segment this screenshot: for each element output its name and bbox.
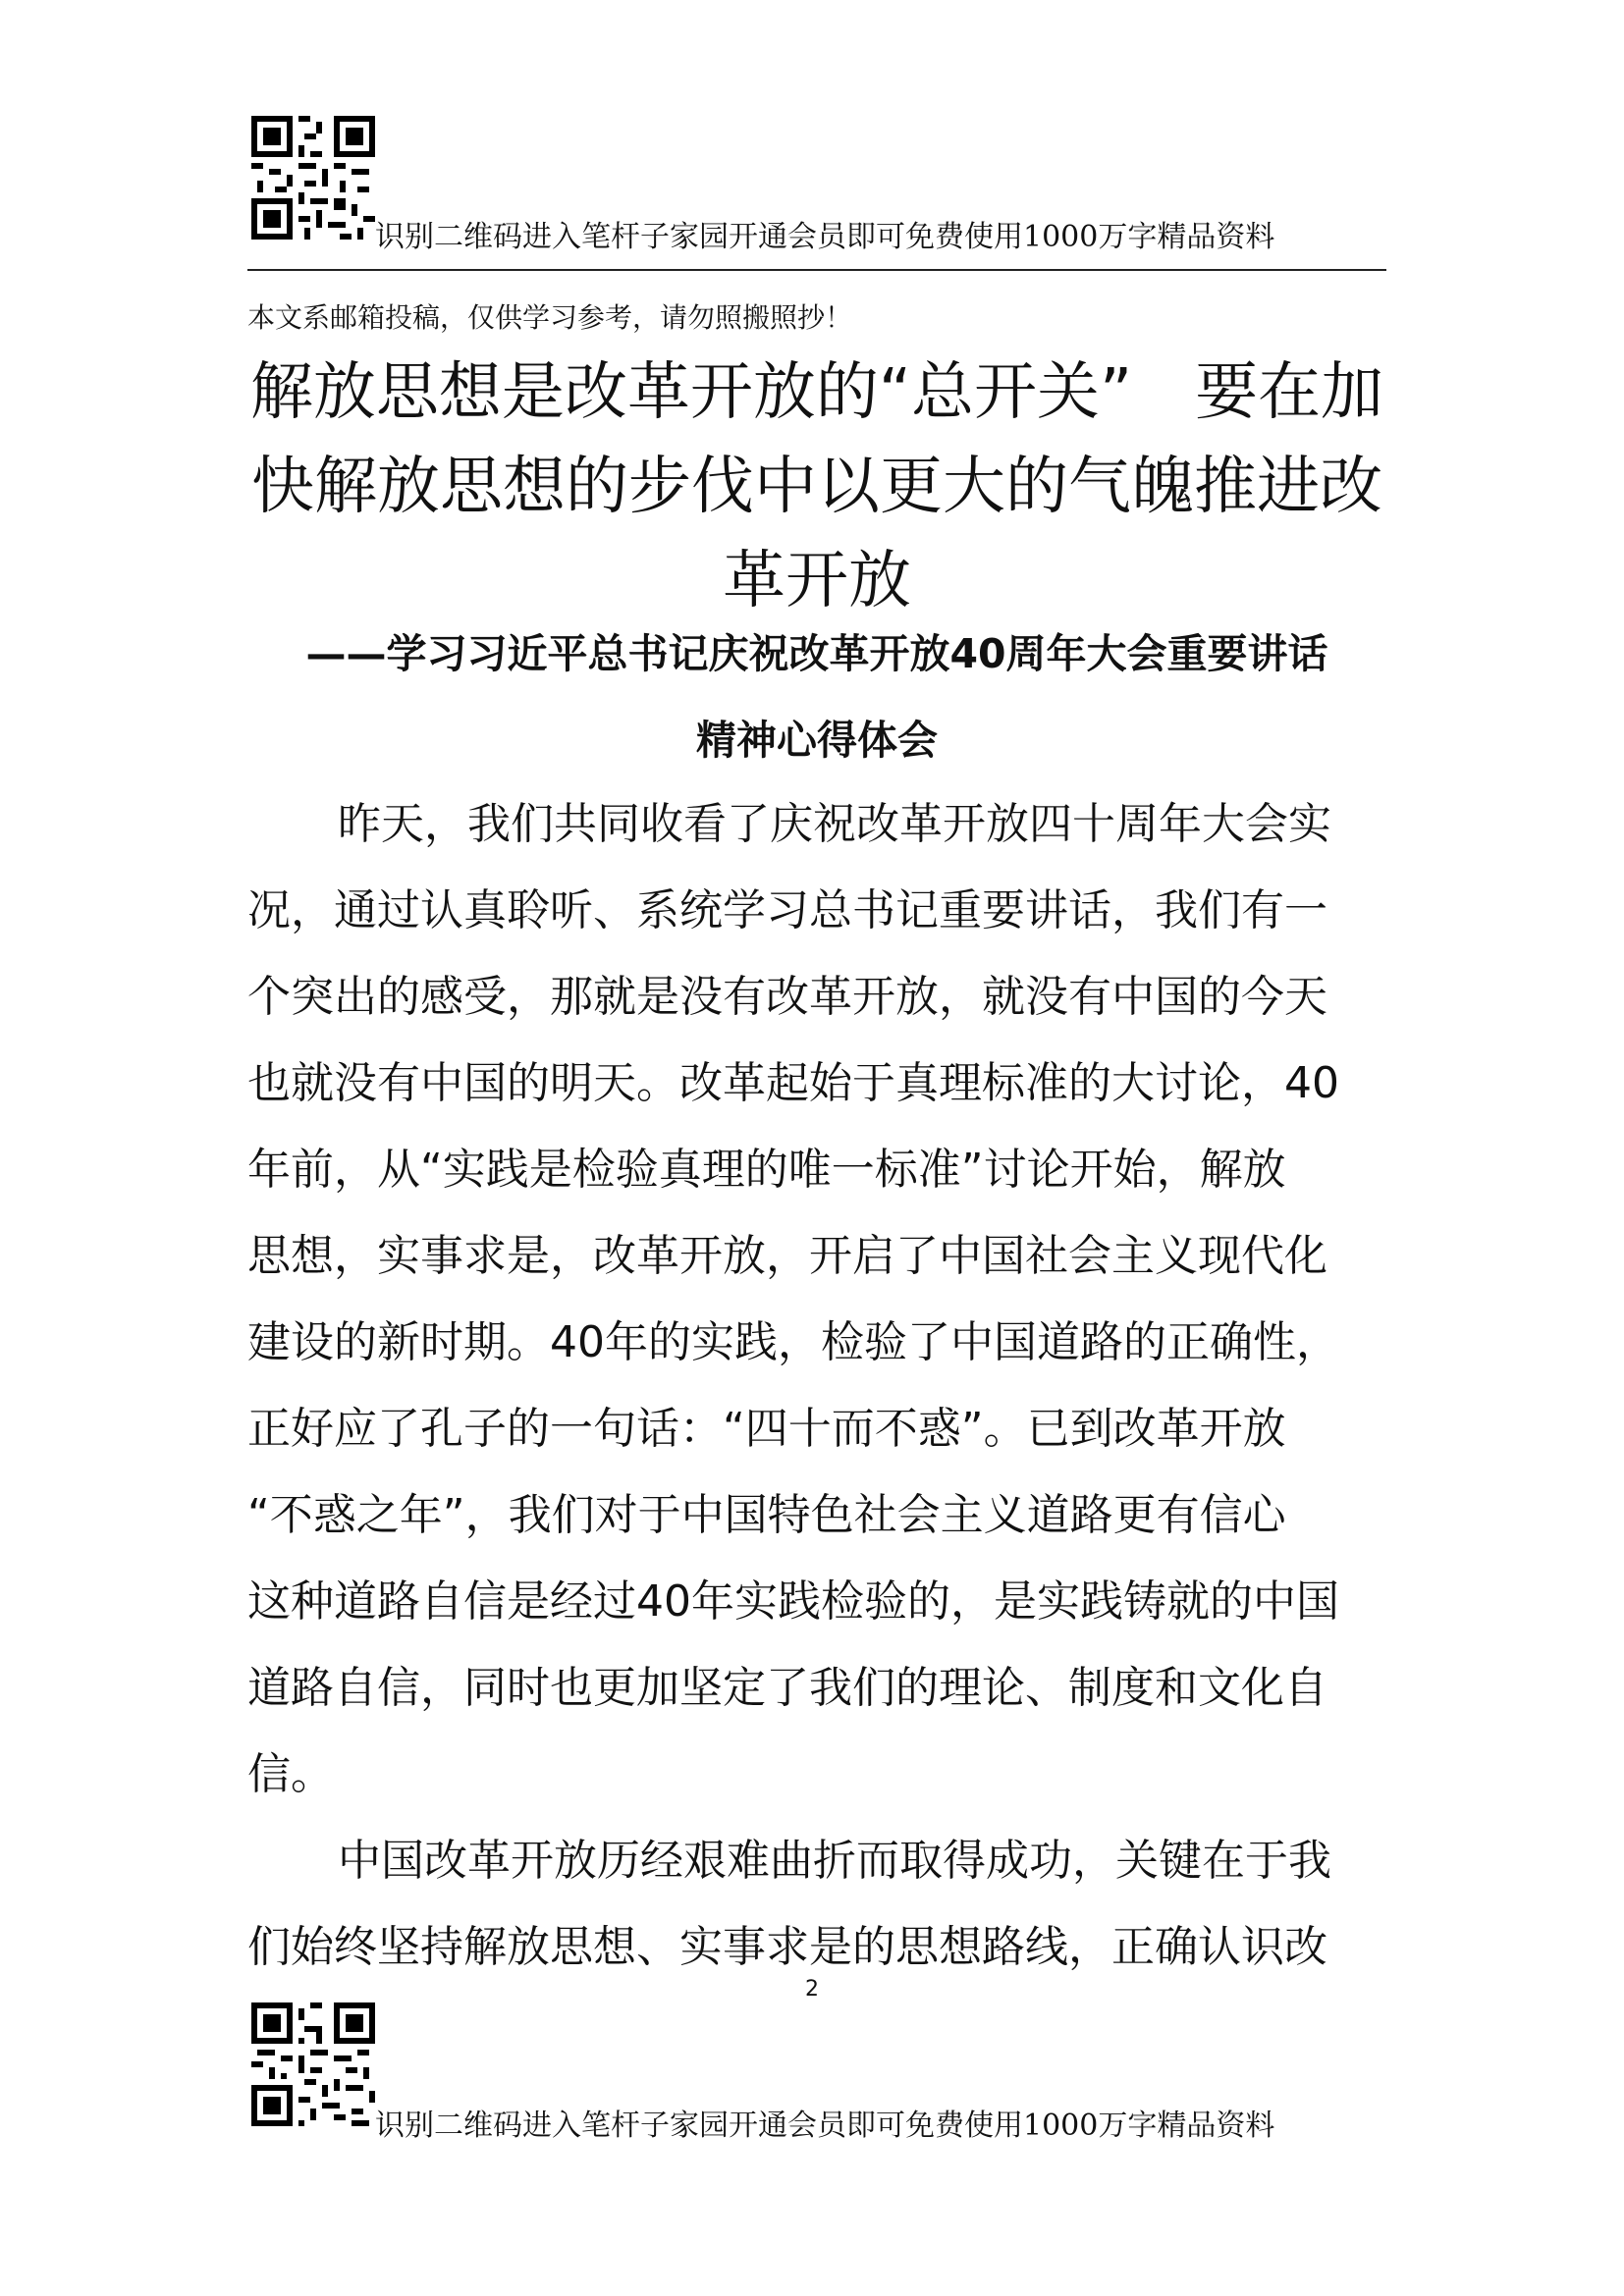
body-line: 正好应了孔子的一句话：“四十而不惑”。已到改革开放	[247, 1404, 1286, 1454]
body-line: 个突出的感受，那就是没有改革开放，就没有中国的今天	[247, 972, 1327, 1022]
body-line: “不惑之年”，我们对于中国特色社会主义道路更有信心	[247, 1490, 1286, 1540]
body-line: 昨天，我们共同收看了庆祝改革开放四十周年大会实	[338, 799, 1331, 849]
subtitle-line: 精神心得体会	[696, 717, 938, 764]
subtitle-line: ——学习习近平总书记庆祝改革开放40周年大会重要讲话	[305, 630, 1328, 677]
body-line: 建设的新时期。40年的实践，检验了中国道路的正确性，	[247, 1317, 1339, 1367]
header-promo-text: 识别二维码进入笔杆子家园开通会员即可免费使用1000万字精品资料	[375, 220, 1275, 254]
body-line: 这种道路自信是经过40年实践检验的，是实践铸就的中国	[247, 1576, 1339, 1627]
page-number: 2	[805, 1977, 819, 2002]
body-line: 道路自信，同时也更加坚定了我们的理论、制度和文化自	[247, 1663, 1327, 1713]
body-line: 况，通过认真聆听、系统学习总书记重要讲话，我们有一	[247, 885, 1327, 935]
qr-code-icon	[251, 116, 375, 240]
body-line: 思想，实事求是，改革开放，开启了中国社会主义现代化	[247, 1231, 1327, 1281]
body-line: 年前，从“实践是检验真理的唯一标准”讨论开始，解放	[247, 1145, 1286, 1195]
body-line: 信。	[247, 1749, 334, 1799]
body-line: 们始终坚持解放思想、实事求是的思想路线，正确认识改	[247, 1922, 1327, 1972]
body-line: 中国改革开放历经艰难曲折而取得成功，关键在于我	[338, 1836, 1331, 1886]
document-subtitle	[247, 611, 1386, 783]
body-line: 也就没有中国的明天。改革起始于真理标准的大讨论，40	[247, 1058, 1339, 1108]
qr-code-icon	[251, 2002, 375, 2126]
footer-promo-text: 识别二维码进入笔杆子家园开通会员即可免费使用1000万字精品资料	[375, 2109, 1275, 2143]
title-line: 快解放思想的步伐中以更大的气魄推进改	[251, 451, 1382, 523]
document-body	[247, 781, 1386, 1991]
document-title	[247, 346, 1386, 628]
title-line: 革开放	[723, 545, 911, 617]
title-line: 解放思想是改革开放的“总开关” 要在加	[249, 356, 1384, 429]
disclaimer-text: 本文系邮箱投稿，仅供学习参考，请勿照搬照抄！	[247, 301, 853, 334]
header-divider	[247, 269, 1386, 271]
